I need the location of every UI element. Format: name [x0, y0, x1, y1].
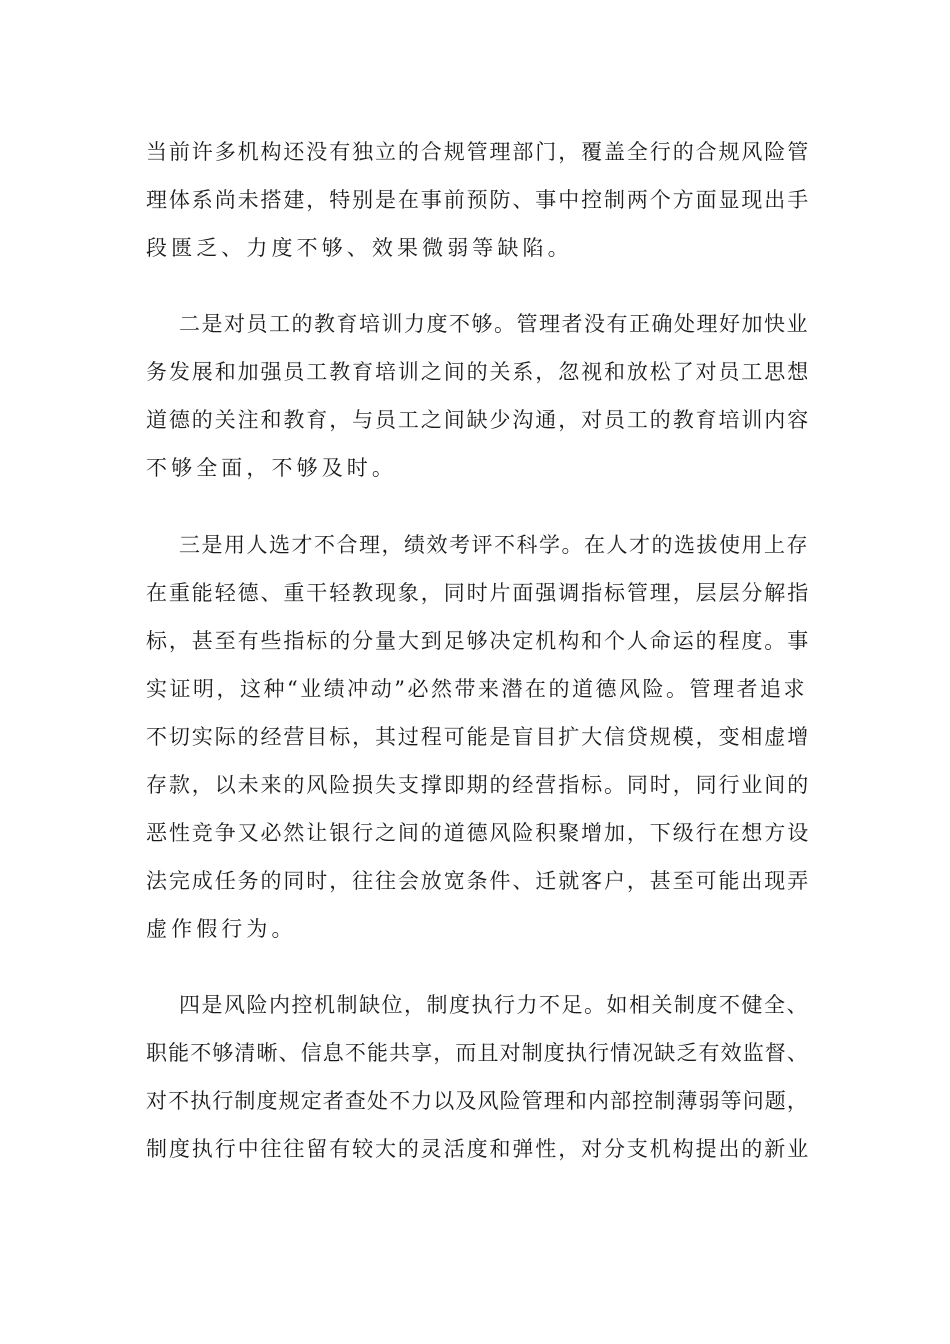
paragraph-line: 恶性竞争又必然让银行之间的道德风险积聚增加，下级行在想方设: [146, 821, 811, 845]
paragraph-line: 理体系尚未搭建，特别是在事前预防、事中控制两个方面显现出手: [146, 188, 811, 212]
paragraph-line: 段匮乏、力度不够、效果微弱等缺陷。: [146, 236, 573, 260]
paragraph-line: 存款，以未来的风险损失支撑即期的经营指标。同时，同行业间的: [146, 773, 811, 797]
paragraph-line: 标，甚至有些指标的分量大到足够决定机构和个人命运的程度。事: [146, 629, 811, 653]
paragraph-line: 制度执行中往往留有较大的灵活度和弹性，对分支机构提出的新业: [146, 1137, 811, 1161]
paragraph-line: 三是用人选才不合理，绩效考评不科学。在人才的选拔使用上存: [179, 533, 809, 557]
paragraph-line: 职能不够清晰、信息不能共享，而且对制度执行情况缺乏有效监督、: [146, 1041, 809, 1065]
paragraph-line: 四是风险内控机制缺位，制度执行力不足。如相关制度不健全、: [179, 993, 809, 1017]
paragraph-line: 虚作假行为。: [146, 917, 297, 941]
paragraph-line: 法完成任务的同时，往往会放宽条件、迁就客户，甚至可能出现弄: [146, 869, 811, 893]
paragraph-line: 不够全面，不够及时。: [146, 456, 397, 480]
paragraph-line: 当前许多机构还没有独立的合规管理部门，覆盖全行的合规风险管: [146, 140, 811, 164]
paragraph-line: 务发展和加强员工教育培训之间的关系，忽视和放松了对员工思想: [146, 360, 811, 384]
paragraph-line: 二是对员工的教育培训力度不够。管理者没有正确处理好加快业: [179, 312, 809, 336]
paragraph-line: 在重能轻德、重干轻教现象，同时片面强调指标管理，层层分解指: [146, 581, 811, 605]
paragraph-line: 实证明，这种“业绩冲动”必然带来潜在的道德风险。管理者追求: [146, 677, 807, 701]
paragraph-line: 道德的关注和教育，与员工之间缺少沟通，对员工的教育培训内容: [146, 408, 811, 432]
paragraph-line: 不切实际的经营目标，其过程可能是盲目扩大信贷规模，变相虚增: [146, 725, 811, 749]
paragraph-line: 对不执行制度规定者查处不力以及风险管理和内部控制薄弱等问题，: [146, 1089, 809, 1113]
